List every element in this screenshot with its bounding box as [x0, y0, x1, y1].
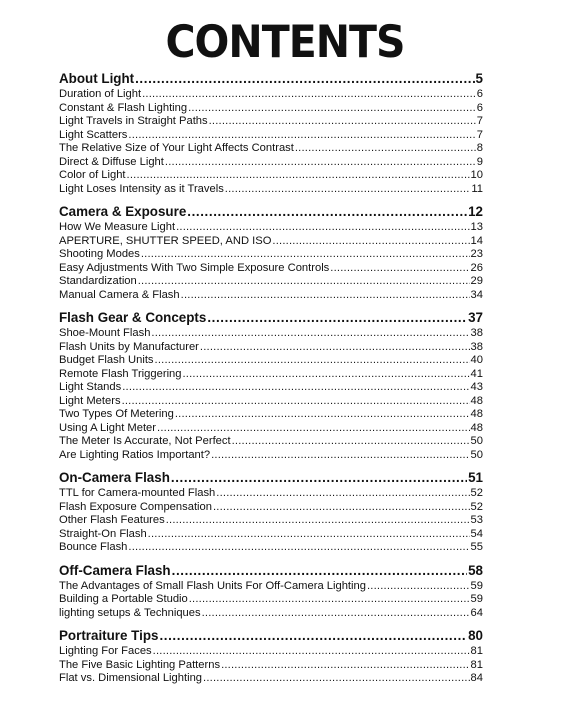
toc-entry-page-number: 11: [471, 182, 483, 195]
table-of-contents: [59, 71, 483, 694]
dot-leader: [151, 327, 469, 341]
toc-entry[interactable]: [59, 659, 483, 673]
toc-entry-page-number: 52: [470, 487, 483, 499]
toc-entry-label: Remote Flash Triggering: [59, 367, 182, 380]
toc-entry-page-number: 7: [476, 128, 483, 141]
toc-entry-page-number: 14: [470, 234, 483, 247]
toc-entry[interactable]: [59, 289, 483, 303]
dot-leader: [295, 142, 476, 156]
dot-leader: [159, 628, 467, 644]
toc-section: [59, 71, 483, 196]
toc-entry-page-number: 41: [470, 367, 483, 380]
toc-entry-page-number: 48: [470, 408, 483, 420]
dot-leader: [153, 645, 470, 659]
dot-leader: [189, 593, 470, 607]
dot-leader: [155, 354, 470, 368]
toc-entry[interactable]: [59, 88, 483, 102]
toc-entry[interactable]: [59, 341, 483, 355]
dot-leader: [211, 449, 469, 463]
toc-entry-label: Shoe-Mount Flash: [59, 327, 151, 339]
toc-entry-label: The Advantages of Small Flash Units For Off-Camera Lighting: [59, 579, 366, 592]
toc-entry[interactable]: [59, 541, 483, 555]
dot-leader: [172, 563, 467, 579]
dot-leader: [148, 528, 470, 542]
toc-section: [59, 470, 483, 555]
toc-section: [59, 310, 483, 462]
toc-section: [59, 563, 483, 621]
dot-leader: [367, 580, 470, 594]
toc-entry-page-number: 34: [470, 288, 483, 301]
toc-entry[interactable]: [59, 221, 483, 235]
toc-entry[interactable]: [59, 645, 483, 659]
dot-leader: [157, 422, 470, 436]
toc-entry-page-number: 43: [470, 381, 483, 393]
toc-entry-label: Two Types Of Metering: [59, 408, 174, 420]
section-heading-page-number: 12: [468, 204, 483, 219]
toc-entry-label: Light Stands: [59, 381, 122, 393]
toc-entry-page-number: 6: [476, 88, 483, 100]
toc-entry-label: The Relative Size of Your Light Affects Contrast: [59, 142, 294, 154]
dot-leader: [209, 115, 476, 129]
dot-leader: [213, 501, 470, 515]
section-heading-label: Camera & Exposure: [59, 204, 187, 219]
toc-entry[interactable]: [59, 528, 483, 542]
toc-entry[interactable]: [59, 327, 483, 341]
dot-leader: [216, 487, 469, 501]
toc-entry[interactable]: [59, 248, 483, 262]
section-heading-page-number: 80: [468, 628, 483, 643]
toc-entry-page-number: 59: [470, 579, 483, 592]
toc-entry[interactable]: [59, 435, 483, 449]
toc-entry-label: Light Travels in Straight Paths: [59, 115, 208, 127]
toc-entry-label: Lighting For Faces: [59, 645, 152, 657]
dot-leader: [171, 470, 467, 486]
toc-entry-page-number: 55: [470, 541, 483, 553]
toc-entry-page-number: 38: [470, 327, 483, 339]
dot-leader: [232, 435, 470, 449]
dot-leader: [128, 129, 475, 143]
toc-entry-page-number: 8: [476, 142, 483, 154]
toc-entry-label: Constant & Flash Lighting: [59, 101, 188, 114]
toc-entry[interactable]: [59, 115, 483, 129]
dot-leader: [187, 204, 467, 220]
section-heading-page-number: 37: [468, 310, 483, 325]
toc-entry-label: Other Flash Features: [59, 514, 165, 526]
dot-leader: [138, 275, 470, 289]
dot-leader: [202, 607, 470, 621]
toc-entry[interactable]: [59, 262, 483, 276]
toc-entry-label: Direct & Diffuse Light: [59, 155, 164, 168]
toc-entry-page-number: 7: [476, 115, 483, 127]
toc-entry[interactable]: [59, 580, 483, 594]
dot-leader: [127, 169, 470, 183]
section-heading-label: Flash Gear & Concepts: [59, 310, 207, 325]
toc-entry-label: TTL for Camera-mounted Flash: [59, 487, 216, 499]
toc-entry-page-number: 26: [470, 261, 483, 274]
toc-entry-label: Light Loses Intensity as it Travels: [59, 182, 224, 195]
toc-entry-page-number: 52: [470, 500, 483, 513]
dot-leader: [166, 514, 470, 528]
toc-entry-page-number: 40: [470, 354, 483, 366]
toc-entry[interactable]: [59, 487, 483, 501]
toc-entry-label: How We Measure Light: [59, 221, 176, 233]
dot-leader: [188, 102, 476, 116]
section-heading[interactable]: [59, 310, 483, 326]
dot-leader: [175, 408, 470, 422]
toc-entry-label: Light Meters: [59, 394, 121, 407]
toc-entry-label: APERTURE, SHUTTER SPEED, AND ISO: [59, 234, 272, 247]
toc-entry[interactable]: [59, 607, 483, 621]
toc-entry[interactable]: [59, 169, 483, 183]
toc-entry[interactable]: [59, 156, 483, 170]
dot-leader: [221, 659, 469, 673]
toc-entry-page-number: 10: [470, 169, 483, 181]
toc-section: [59, 628, 483, 686]
toc-entry[interactable]: [59, 593, 483, 607]
dot-leader: [207, 310, 467, 326]
toc-entry[interactable]: [59, 102, 483, 116]
toc-entry-page-number: 59: [470, 593, 483, 605]
page-title: CONTENTS: [165, 16, 405, 68]
toc-entry-page-number: 50: [470, 448, 483, 461]
toc-entry-label: Easy Adjustments With Two Simple Exposure Controls: [59, 261, 330, 274]
toc-entry-label: Flash Exposure Compensation: [59, 500, 212, 513]
toc-entry[interactable]: [59, 129, 483, 143]
dot-leader: [128, 541, 469, 555]
section-heading-page-number: 51: [468, 470, 483, 485]
section-heading-label: Off-Camera Flash: [59, 562, 171, 578]
toc-entry[interactable]: [59, 354, 483, 368]
dot-leader: [122, 381, 469, 395]
toc-entry-page-number: 84: [470, 672, 483, 684]
toc-entry-label: The Five Basic Lighting Patterns: [59, 658, 221, 671]
section-heading[interactable]: [59, 563, 483, 579]
toc-entry-label: Color of Light: [59, 169, 126, 181]
toc-entry-page-number: 50: [470, 435, 483, 447]
toc-entry[interactable]: [59, 368, 483, 382]
dot-leader: [272, 235, 469, 249]
section-heading[interactable]: [59, 204, 483, 220]
toc-entry[interactable]: [59, 381, 483, 395]
toc-entry-label: Budget Flash Units: [59, 354, 154, 366]
dot-leader: [203, 672, 470, 686]
dot-leader: [181, 289, 470, 303]
dot-leader: [183, 368, 470, 382]
toc-entry[interactable]: [59, 672, 483, 686]
section-heading-page-number: 58: [468, 562, 483, 578]
toc-entry[interactable]: [59, 142, 483, 156]
dot-leader: [141, 248, 470, 262]
toc-entry-page-number: 53: [470, 514, 483, 526]
toc-entry-page-number: 81: [470, 658, 483, 671]
dot-leader: [200, 341, 470, 355]
toc-entry-page-number: 81: [470, 645, 483, 657]
dot-leader: [165, 156, 476, 170]
section-heading-label: On-Camera Flash: [59, 470, 170, 485]
section-heading[interactable]: [59, 628, 483, 644]
toc-entry-label: The Meter Is Accurate, Not Perfect: [59, 435, 231, 447]
dot-leader: [225, 183, 471, 197]
toc-entry[interactable]: [59, 235, 483, 249]
toc-entry[interactable]: [59, 275, 483, 289]
toc-entry[interactable]: [59, 183, 483, 197]
section-heading-page-number: 5: [475, 71, 483, 86]
toc-entry-page-number: 38: [470, 340, 483, 353]
toc-entry-label: Shooting Modes: [59, 248, 140, 260]
toc-entry-page-number: 6: [476, 101, 483, 114]
toc-entry-label: Using A Light Meter: [59, 421, 157, 434]
dot-leader: [135, 71, 474, 87]
toc-entry-label: Are Lighting Ratios Important?: [59, 448, 211, 461]
toc-entry[interactable]: [59, 514, 483, 528]
toc-entry-label: Bounce Flash: [59, 541, 128, 553]
dot-leader: [176, 221, 469, 235]
toc-entry-label: Flash Units by Manufacturer: [59, 340, 199, 353]
toc-entry[interactable]: [59, 449, 483, 463]
toc-entry-page-number: 54: [470, 527, 483, 540]
toc-entry-page-number: 9: [476, 155, 483, 168]
toc-entry[interactable]: [59, 408, 483, 422]
toc-entry-page-number: 48: [470, 394, 483, 407]
toc-entry-page-number: 64: [470, 606, 483, 619]
section-heading[interactable]: [59, 470, 483, 486]
toc-entry-label: Flat vs. Dimensional Lighting: [59, 672, 203, 684]
toc-entry[interactable]: [59, 501, 483, 515]
section-heading[interactable]: [59, 71, 483, 87]
section-heading-label: About Light: [59, 71, 135, 86]
toc-entry-page-number: 23: [470, 248, 483, 260]
section-heading-label: Portraiture Tips: [59, 628, 159, 643]
toc-entry-label: Building a Portable Studio: [59, 593, 188, 605]
toc-entry-label: Straight-On Flash: [59, 527, 147, 540]
toc-entry-page-number: 13: [470, 221, 483, 233]
toc-entry-label: Duration of Light: [59, 88, 142, 100]
toc-entry-label: lighting setups & Techniques: [59, 606, 201, 619]
toc-entry[interactable]: [59, 422, 483, 436]
toc-entry-page-number: 29: [470, 275, 483, 287]
toc-entry[interactable]: [59, 395, 483, 409]
toc-entry-page-number: 48: [470, 421, 483, 434]
dot-leader: [142, 88, 476, 102]
dot-leader: [122, 395, 470, 409]
dot-leader: [330, 262, 469, 276]
toc-entry-label: Manual Camera & Flash: [59, 288, 180, 301]
toc-section: [59, 204, 483, 302]
toc-entry-label: Light Scatters: [59, 128, 128, 141]
toc-entry-label: Standardization: [59, 275, 137, 287]
